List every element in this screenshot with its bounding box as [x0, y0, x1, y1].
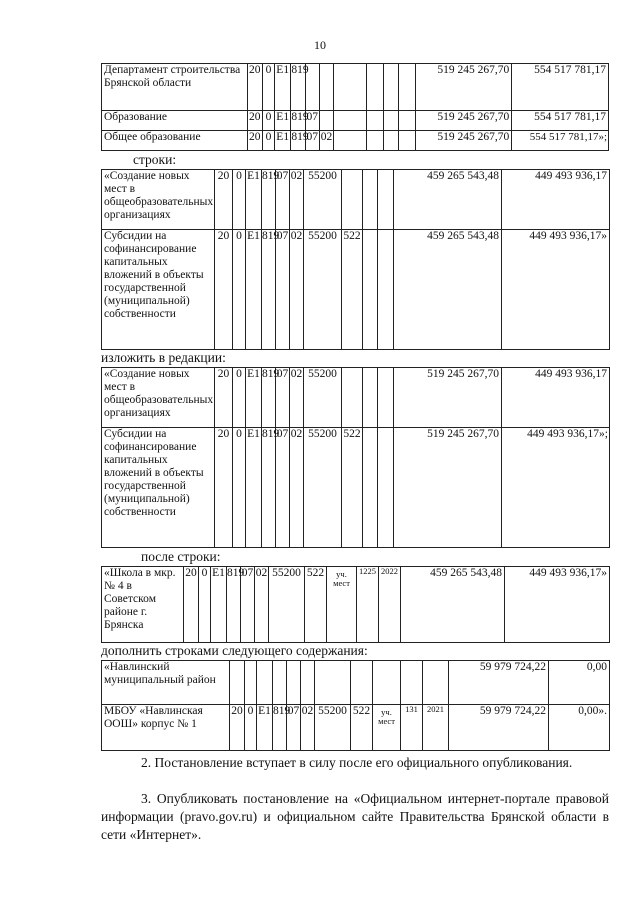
code-cell: 0 [233, 230, 246, 350]
code-cell [351, 661, 373, 705]
code-cell [363, 368, 378, 428]
amount-cell: 519 245 267,70 [415, 111, 512, 131]
code-cell: 0 [262, 64, 274, 111]
page-number: 10 [314, 38, 326, 52]
budget-table-3 [101, 367, 610, 548]
row-name: «Школа в мкр. № 4 в Советском районе г. Брянска [102, 567, 184, 643]
amount-cell: 449 493 936,17 [502, 170, 610, 230]
amount-cell: 519 245 267,70 [394, 368, 502, 428]
budget-table-5 [101, 660, 610, 751]
table-row [102, 368, 610, 428]
code-cell: 0 [233, 428, 246, 548]
code-cell: 55200 [269, 567, 305, 643]
code-cell [342, 368, 363, 428]
amount-cell: 59 979 724,22 [449, 661, 549, 705]
code-cell [230, 661, 245, 705]
amount-cell: 554 517 781,17 [512, 111, 609, 131]
code-cell [366, 131, 383, 151]
code-cell [315, 661, 351, 705]
code-cell: 20 [215, 230, 233, 350]
paragraph-effective: 2. Постановление вступает в силу после его официального опубликования. [141, 755, 573, 770]
code-cell: 07 [241, 567, 255, 643]
row-name: «Создание новых мест в общеобразовательных организациях [102, 368, 215, 428]
code-cell [378, 230, 394, 350]
budget-table-1 [101, 63, 609, 151]
code-cell [319, 111, 333, 131]
table-row [102, 170, 610, 230]
amount-cell: 459 265 543,48 [394, 170, 502, 230]
code-cell [399, 64, 415, 111]
code-cell: 819 [227, 567, 241, 643]
amount-cell: 0,00 [549, 661, 610, 705]
code-cell: 819 [291, 111, 305, 131]
code-cell: 07 [305, 111, 319, 131]
code-cell: 55200 [304, 428, 342, 548]
code-cell [363, 230, 378, 350]
amount-cell: 0,00». [549, 705, 610, 751]
code-cell: 522 [342, 428, 363, 548]
code-cell [383, 64, 398, 111]
code-cell [245, 661, 257, 705]
amount-cell: 554 517 781,17»; [512, 131, 609, 151]
code-cell: 07 [276, 428, 290, 548]
code-cell [399, 111, 415, 131]
amount-cell: 519 245 267,70 [415, 64, 512, 111]
label-after-row: после строки: [141, 549, 221, 564]
row-name: МБОУ «Навлинская ООШ» корпус № 1 [102, 705, 230, 751]
year-cell [423, 661, 449, 705]
amount-cell: 449 493 936,17»; [502, 428, 610, 548]
code-cell: 0 [199, 567, 211, 643]
code-cell [378, 428, 394, 548]
row-name: Общее образование [102, 131, 248, 151]
code-cell: 20 [184, 567, 199, 643]
amount-cell: 519 245 267,70 [415, 131, 512, 151]
code-cell: 819 [262, 230, 276, 350]
code-cell: E1 [211, 567, 227, 643]
code-cell: 819 [262, 368, 276, 428]
amount-cell: 449 493 936,17» [505, 567, 610, 643]
code-cell: 20 [215, 170, 233, 230]
code-cell: 819 [273, 705, 287, 751]
code-cell: 07 [276, 368, 290, 428]
code-cell: E1 [246, 428, 262, 548]
code-cell: E1 [275, 64, 291, 111]
code-cell [319, 64, 333, 111]
table-row [102, 567, 610, 643]
code-cell: 55200 [315, 705, 351, 751]
code-cell: 55200 [304, 230, 342, 350]
row-name: «Создание новых мест в общеобразовательных организациях [102, 170, 215, 230]
table-row [102, 230, 610, 350]
code-cell [273, 661, 287, 705]
code-cell: 20 [247, 111, 262, 131]
code-cell: 819 [291, 131, 305, 151]
code-cell [334, 131, 367, 151]
code-cell: 0 [233, 170, 246, 230]
amount-cell: 519 245 267,70 [394, 428, 502, 548]
code-cell: 02 [255, 567, 269, 643]
year-cell: 2022 [379, 567, 401, 643]
code-cell: 20 [215, 368, 233, 428]
code-cell: 522 [351, 705, 373, 751]
table-row [102, 661, 610, 705]
code-cell: E1 [246, 170, 262, 230]
code-cell [342, 170, 363, 230]
code-cell: 55200 [304, 368, 342, 428]
code-cell: 0 [233, 368, 246, 428]
unit-cell: уч. мест [327, 567, 357, 643]
capacity-cell [401, 661, 423, 705]
code-cell: 522 [305, 567, 327, 643]
code-cell: 522 [342, 230, 363, 350]
code-cell [334, 64, 367, 111]
code-cell [378, 170, 394, 230]
code-cell [287, 661, 301, 705]
code-cell [383, 131, 398, 151]
row-name: Образование [102, 111, 248, 131]
row-name: «Навлинский муниципальный район [102, 661, 230, 705]
code-cell [383, 111, 398, 131]
code-cell: E1 [246, 230, 262, 350]
code-cell: 07 [305, 131, 319, 151]
row-name: Субсидии на софинансирование капитальных вложений в объекты государственной (муниципальной) собственности [102, 230, 215, 350]
budget-table-4 [101, 566, 610, 643]
year-cell: 2021 [423, 705, 449, 751]
code-cell: E1 [246, 368, 262, 428]
code-cell: 55200 [304, 170, 342, 230]
code-cell: 07 [276, 230, 290, 350]
code-cell [301, 661, 315, 705]
budget-table-2 [101, 169, 610, 350]
code-cell: 02 [301, 705, 315, 751]
code-cell: 0 [245, 705, 257, 751]
code-cell: 819 [291, 64, 305, 111]
code-cell: 07 [276, 170, 290, 230]
code-cell [378, 368, 394, 428]
table-row [102, 705, 610, 751]
unit-cell [373, 661, 401, 705]
code-cell [363, 428, 378, 548]
amount-cell: 449 493 936,17 [502, 368, 610, 428]
paragraph-publish: 3. Опубликовать постановление на «Официальном интернет-портале правовой информации (pravo.gov.ru) и официальном сайте Правительства Брянской области в сети «Интернет». [101, 791, 609, 842]
code-cell: 819 [262, 170, 276, 230]
table-row [102, 428, 610, 548]
amount-cell: 459 265 543,48 [394, 230, 502, 350]
code-cell: 819 [262, 428, 276, 548]
code-cell: 20 [247, 64, 262, 111]
code-cell: 02 [290, 170, 304, 230]
table-row [102, 64, 609, 111]
code-cell: 02 [319, 131, 333, 151]
code-cell: 02 [290, 428, 304, 548]
code-cell: 0 [262, 111, 274, 131]
amount-cell: 554 517 781,17 [512, 64, 609, 111]
code-cell: 0 [262, 131, 274, 151]
capacity-cell: 1225 [357, 567, 379, 643]
row-name: Департамент строительства Брянской области [102, 64, 248, 111]
code-cell [399, 131, 415, 151]
code-cell: E1 [257, 705, 273, 751]
unit-cell: уч. мест [373, 705, 401, 751]
label-rows: строки: [133, 152, 177, 167]
amount-cell: 449 493 936,17» [502, 230, 610, 350]
code-cell: 02 [290, 230, 304, 350]
table-row [102, 131, 609, 151]
code-cell: 02 [290, 368, 304, 428]
label-edition: изложить в редакции: [101, 350, 226, 365]
code-cell: 20 [247, 131, 262, 151]
amount-cell: 459 265 543,48 [401, 567, 505, 643]
row-name: Субсидии на софинансирование капитальных вложений в объекты государственной (муниципальной) собственности [102, 428, 215, 548]
label-supplement: дополнить строками следующего содержания: [101, 643, 368, 658]
table-row [102, 111, 609, 131]
amount-cell: 59 979 724,22 [449, 705, 549, 751]
code-cell [363, 170, 378, 230]
code-cell [257, 661, 273, 705]
code-cell: 20 [215, 428, 233, 548]
code-cell: 07 [287, 705, 301, 751]
code-cell [366, 111, 383, 131]
code-cell: E1 [275, 111, 291, 131]
code-cell [366, 64, 383, 111]
capacity-cell: 131 [401, 705, 423, 751]
code-cell [334, 111, 367, 131]
code-cell: 20 [230, 705, 245, 751]
code-cell: E1 [275, 131, 291, 151]
